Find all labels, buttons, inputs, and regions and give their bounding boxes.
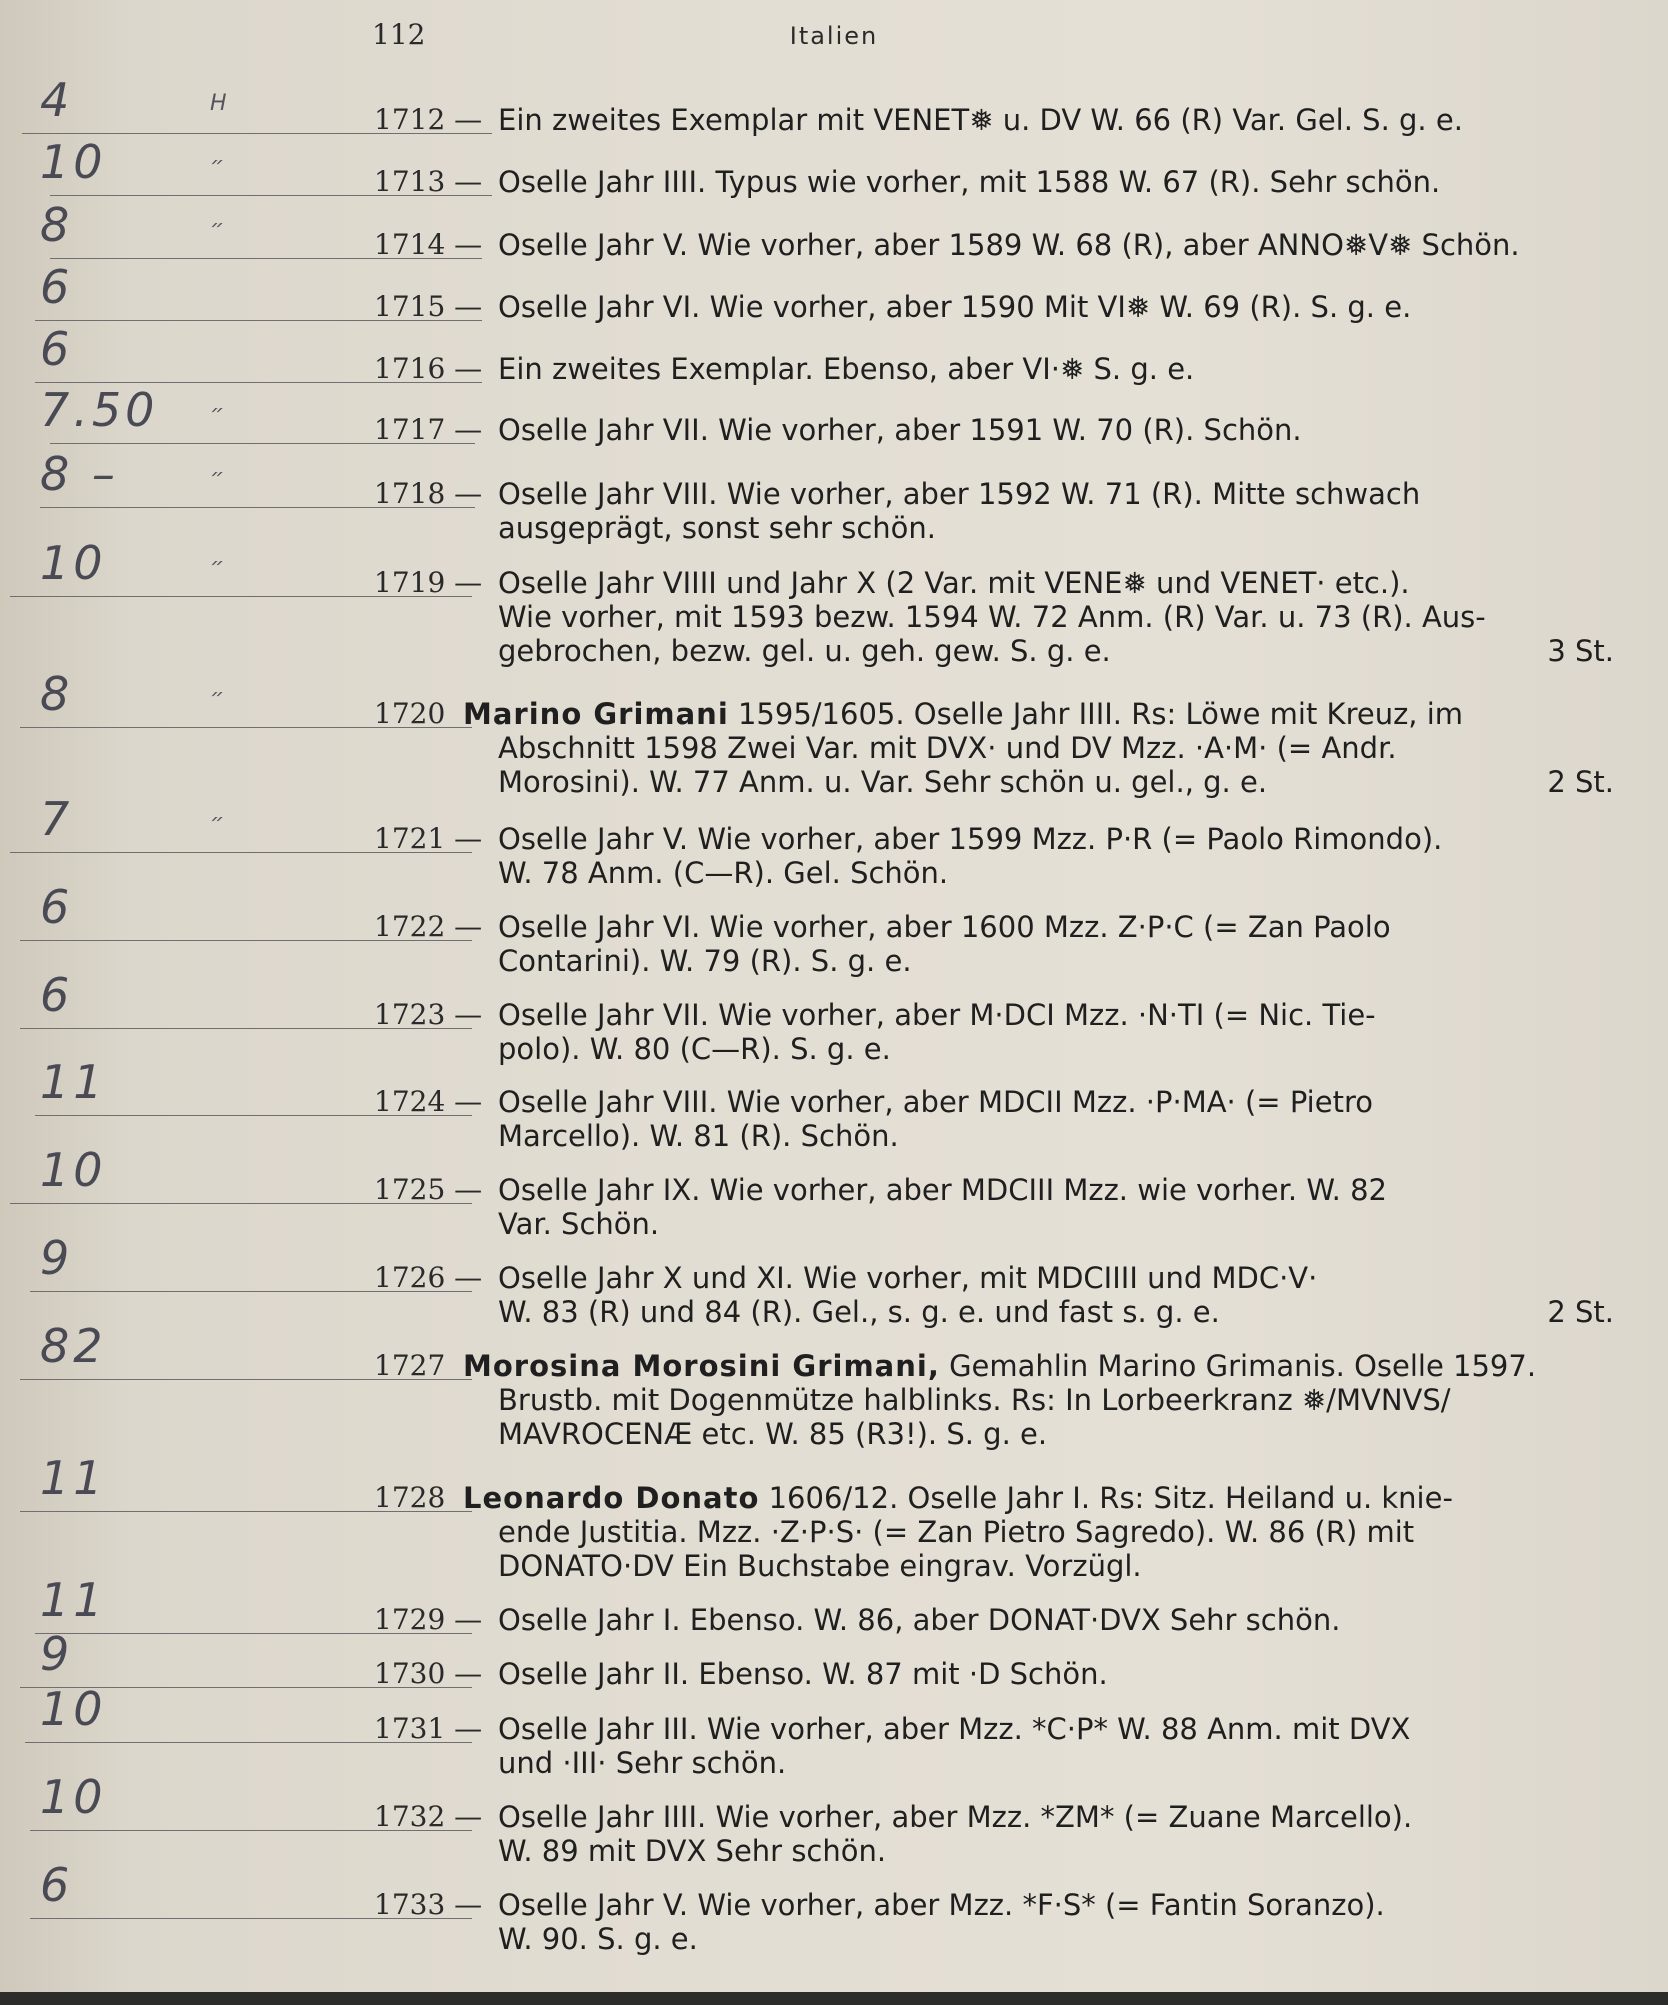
description-line <box>463 1481 1453 1515</box>
handwritten-mark: ״ <box>210 401 225 426</box>
description-text: Oselle Jahr VII. Wie vorher, aber 1591 W. 70 (R). Schön. <box>498 413 1302 447</box>
ruler-name: Marino Grimani <box>463 697 729 731</box>
description-line <box>498 352 1614 386</box>
description-line <box>498 910 1391 944</box>
lot-number-text: 1722 <box>374 910 446 943</box>
description-text: Oselle Jahr V. Wie vorher, aber Mzz. *F·S* (= Fantin Soranzo). <box>498 1888 1385 1922</box>
entry-description <box>498 352 1614 386</box>
lot-number-text: 1727 <box>374 1349 446 1382</box>
description-text: Oselle Jahr VI. Wie vorher, aber 1590 Mit VI❅ W. 69 (R). S. g. e. <box>498 290 1412 324</box>
handwritten-price: 7 <box>40 792 74 846</box>
handwritten-price: 8 <box>40 198 74 252</box>
entry-description <box>498 1085 1614 1153</box>
handwritten-price: 7.50 <box>40 383 159 437</box>
running-head: Italien <box>789 22 879 50</box>
description-text: Ein zweites Exemplar mit VENET❅ u. DV W. 66 (R) Var. Gel. S. g. e. <box>498 103 1463 137</box>
lot-dash: — <box>454 290 483 323</box>
entry-description <box>498 822 1614 890</box>
lot-number <box>374 1481 445 1514</box>
entry-description <box>498 1712 1614 1780</box>
handwritten-price: 11 <box>40 1451 107 1505</box>
handwritten-price: 6 <box>40 1858 74 1912</box>
entry-description <box>498 1800 1614 1868</box>
handwritten-price: 8 <box>40 667 74 721</box>
lot-dash: — <box>454 998 483 1031</box>
handwritten-mark: ״ <box>210 216 225 241</box>
lot-number-text: 1729 <box>374 1603 446 1636</box>
lot-number-text: 1732 <box>374 1800 446 1833</box>
description-continuation: Abschnitt 1598 Zwei Var. mit DVX· und DV Mzz. ·A·M· (= Andr. <box>498 731 1397 765</box>
description-line <box>498 1712 1410 1746</box>
entry-description <box>498 998 1614 1066</box>
page-header <box>0 18 1668 58</box>
lot-number <box>374 1261 482 1294</box>
entry-description <box>498 1603 1614 1637</box>
lot-dash: — <box>454 910 483 943</box>
description-text: Oselle Jahr X und XI. Wie vorher, mit MDCIIII und MDC·V· <box>498 1261 1318 1295</box>
lot-number-text: 1716 <box>374 352 446 385</box>
description-line <box>498 998 1376 1032</box>
description-continuation: ende Justitia. Mzz. ·Z·P·S· (= Zan Pietro Sagredo). W. 86 (R) mit <box>498 1515 1415 1549</box>
lot-dash: — <box>454 165 483 198</box>
description-continuation: polo). W. 80 (C—R). S. g. e. <box>498 1032 891 1066</box>
entry-description <box>498 566 1614 668</box>
description-text: Oselle Jahr III. Wie vorher, aber Mzz. *C·P* W. 88 Anm. mit DVX <box>498 1712 1411 1746</box>
lot-number-text: 1723 <box>374 998 446 1031</box>
description-line <box>498 228 1614 262</box>
description-line <box>463 697 1463 731</box>
lot-dash: — <box>454 352 483 385</box>
lot-number <box>374 477 482 510</box>
description-text: Oselle Jahr VIII. Wie vorher, aber MDCII Mzz. ·P·MA· (= Pietro <box>498 1085 1373 1119</box>
lot-dash: — <box>454 1800 483 1833</box>
description-line <box>498 103 1614 137</box>
description-text: 1595/1605. Oselle Jahr IIII. Rs: Löwe mit Kreuz, im <box>728 697 1464 731</box>
lot-number-text: 1714 <box>374 228 446 261</box>
description-line <box>498 1657 1614 1691</box>
lot-number <box>374 566 482 599</box>
lot-dash: — <box>454 103 483 136</box>
handwritten-price: 10 <box>40 536 107 590</box>
lot-number <box>374 998 482 1031</box>
lot-number <box>374 413 482 446</box>
description-continuation: Var. Schön. <box>498 1207 660 1241</box>
description-continuation: Wie vorher, mit 1593 bezw. 1594 W. 72 Anm. (R) Var. u. 73 (R). Aus- <box>498 600 1486 634</box>
lot-dash: — <box>454 566 483 599</box>
description-line <box>498 1085 1373 1119</box>
description-continuation: W. 78 Anm. (C—R). Gel. Schön. <box>498 856 949 890</box>
description-text: Oselle Jahr V. Wie vorher, aber 1599 Mzz. P·R (= Paolo Rimondo). <box>498 822 1443 856</box>
entry-description <box>463 697 1614 799</box>
lot-number-text: 1725 <box>374 1173 446 1206</box>
lot-number-text: 1733 <box>374 1888 446 1921</box>
description-line <box>498 566 1410 600</box>
ruler-name: Leonardo Donato <box>463 1481 760 1515</box>
description-continuation: W. 90. S. g. e. <box>498 1922 698 1956</box>
lot-number <box>374 1603 482 1636</box>
description-line <box>463 1349 1536 1383</box>
description-continuation: Brustb. mit Dogenmütze halblinks. Rs: In Lorbeerkranz ❅/MVNVS/ <box>498 1383 1451 1417</box>
description-continuation: ausgeprägt, sonst sehr schön. <box>498 511 937 545</box>
lot-number <box>374 1349 445 1382</box>
page-number: 112 <box>372 18 426 51</box>
description-text: Oselle Jahr I. Ebenso. W. 86, aber DONAT·DVX Sehr schön. <box>498 1603 1341 1637</box>
description-line <box>498 822 1442 856</box>
piece-count: 2 St. <box>1547 765 1614 799</box>
description-continuation: MAVROCENÆ etc. W. 85 (R3!). S. g. e. <box>498 1417 1048 1451</box>
lot-number-text: 1718 <box>374 477 446 510</box>
description-continuation: Contarini). W. 79 (R). S. g. e. <box>498 944 912 978</box>
description-line <box>498 1261 1317 1295</box>
entry-description <box>498 103 1614 137</box>
handwritten-mark: ״ <box>210 554 225 579</box>
description-continuation: W. 83 (R) und 84 (R). Gel., s. g. e. und fast s. g. e. <box>498 1295 1220 1329</box>
entry-description <box>498 413 1614 447</box>
handwritten-price: 9 <box>40 1231 74 1285</box>
description-continuation: gebrochen, bezw. gel. u. geh. gew. S. g. e. <box>498 634 1111 668</box>
handwritten-price: 8 – <box>40 447 119 501</box>
description-text: Oselle Jahr VI. Wie vorher, aber 1600 Mzz. Z·P·C (= Zan Paolo <box>498 910 1391 944</box>
lot-number <box>374 697 445 730</box>
description-text: Oselle Jahr II. Ebenso. W. 87 mit ·D Schön. <box>498 1657 1108 1691</box>
piece-count: 2 St. <box>1547 1295 1614 1329</box>
handwritten-mark: ״ <box>210 810 225 835</box>
description-continuation: Marcello). W. 81 (R). Schön. <box>498 1119 899 1153</box>
description-text: 1606/12. Oselle Jahr I. Rs: Sitz. Heiland u. knie- <box>759 1481 1453 1515</box>
description-text: Oselle Jahr VIII. Wie vorher, aber 1592 W. 71 (R). Mitte schwach <box>498 477 1421 511</box>
description-text: Ein zweites Exemplar. Ebenso, aber VI·❅ S. g. e. <box>498 352 1195 386</box>
handwritten-price: 9 <box>40 1627 74 1681</box>
handwritten-price: 6 <box>40 880 74 934</box>
entry-description <box>463 1481 1614 1583</box>
lot-number <box>374 1173 482 1206</box>
description-text: Oselle Jahr IX. Wie vorher, aber MDCIII Mzz. wie vorher. W. 82 <box>498 1173 1388 1207</box>
lot-dash: — <box>454 822 483 855</box>
handwritten-mark: ״ <box>210 465 225 490</box>
lot-number <box>374 165 482 198</box>
entry-description <box>498 1657 1614 1691</box>
lot-number <box>374 1657 482 1690</box>
entry-description <box>498 290 1614 324</box>
entry-description <box>498 1888 1614 1956</box>
lot-number <box>374 822 482 855</box>
lot-number <box>374 1800 482 1833</box>
entry-description <box>498 910 1614 978</box>
lot-number-text: 1719 <box>374 566 446 599</box>
lot-number <box>374 1888 482 1921</box>
lot-number-text: 1712 <box>374 103 446 136</box>
description-text: Gemahlin Marino Grimanis. Oselle 1597. <box>939 1349 1537 1383</box>
description-text: Oselle Jahr IIII. Typus wie vorher, mit 1588 W. 67 (R). Sehr schön. <box>498 165 1441 199</box>
description-text: Oselle Jahr VII. Wie vorher, aber M·DCI Mzz. ·N·TI (= Nic. Tie- <box>498 998 1376 1032</box>
handwritten-mark: ״ <box>210 153 225 178</box>
handwritten-price: 82 <box>40 1319 107 1373</box>
entry-description <box>498 1261 1614 1329</box>
description-line <box>498 477 1420 511</box>
lot-number <box>374 352 482 385</box>
lot-number-text: 1730 <box>374 1657 446 1690</box>
description-line <box>498 1173 1387 1207</box>
lot-number <box>374 910 482 943</box>
lot-dash: — <box>454 228 483 261</box>
lot-number-text: 1724 <box>374 1085 446 1118</box>
ruler-name: Morosina Morosini Grimani, <box>463 1349 940 1383</box>
entry-description <box>498 165 1614 199</box>
lot-dash: — <box>454 413 483 446</box>
description-line <box>498 165 1614 199</box>
lot-number-text: 1721 <box>374 822 446 855</box>
handwritten-mark: H <box>210 91 227 116</box>
lot-dash: — <box>454 1603 483 1636</box>
description-text: Oselle Jahr VIIII und Jahr X (2 Var. mit VENE❅ und VENET· etc.). <box>498 566 1410 600</box>
lot-number <box>374 1085 482 1118</box>
handwritten-price: 6 <box>40 322 74 376</box>
lot-dash: — <box>454 1173 483 1206</box>
description-text: Oselle Jahr V. Wie vorher, aber 1589 W. 68 (R), aber ANNO❅V❅ Schön. <box>498 228 1520 262</box>
entry-description <box>498 477 1614 545</box>
description-text: Oselle Jahr IIII. Wie vorher, aber Mzz. *ZM* (= Zuane Marcello). <box>498 1800 1413 1834</box>
lot-number <box>374 103 482 136</box>
description-line <box>498 1800 1412 1834</box>
description-line <box>498 290 1614 324</box>
lot-number <box>374 1712 482 1745</box>
description-line <box>498 1603 1614 1637</box>
handwritten-price: 11 <box>40 1573 107 1627</box>
lot-dash: — <box>454 1888 483 1921</box>
description-continuation: DONATO·DV Ein Buchstabe eingrav. Vorzügl. <box>498 1549 1142 1583</box>
piece-count: 3 St. <box>1547 634 1614 668</box>
lot-dash: — <box>454 477 483 510</box>
lot-number-text: 1728 <box>374 1481 446 1514</box>
lot-number-text: 1726 <box>374 1261 446 1294</box>
description-continuation: Morosini). W. 77 Anm. u. Var. Sehr schön u. gel., g. e. <box>498 765 1268 799</box>
description-line <box>498 1888 1385 1922</box>
entry-description <box>463 1349 1614 1451</box>
lot-number <box>374 228 482 261</box>
handwritten-price: 10 <box>40 1143 107 1197</box>
handwritten-price: 10 <box>40 1770 107 1824</box>
lot-number-text: 1715 <box>374 290 446 323</box>
lot-number-text: 1717 <box>374 413 446 446</box>
handwritten-mark: ״ <box>210 685 225 710</box>
handwritten-price: 11 <box>40 1055 107 1109</box>
page-edge <box>0 1992 1668 2005</box>
lot-dash: — <box>454 1712 483 1745</box>
lot-number-text: 1731 <box>374 1712 446 1745</box>
description-continuation: W. 89 mit DVX Sehr schön. <box>498 1834 887 1868</box>
lot-dash: — <box>454 1085 483 1118</box>
handwritten-price: 10 <box>40 1682 107 1736</box>
lot-number-text: 1720 <box>374 697 446 730</box>
lot-dash: — <box>454 1657 483 1690</box>
description-continuation: und ·III· Sehr schön. <box>498 1746 787 1780</box>
description-line <box>498 413 1614 447</box>
lot-dash: — <box>454 1261 483 1294</box>
handwritten-price: 6 <box>40 260 74 314</box>
handwritten-price: 4 <box>40 73 74 127</box>
entry-description <box>498 228 1614 262</box>
lot-number <box>374 290 482 323</box>
handwritten-price: 6 <box>40 968 74 1022</box>
entry-description <box>498 1173 1614 1241</box>
handwritten-price: 10 <box>40 135 107 189</box>
lot-number-text: 1713 <box>374 165 446 198</box>
